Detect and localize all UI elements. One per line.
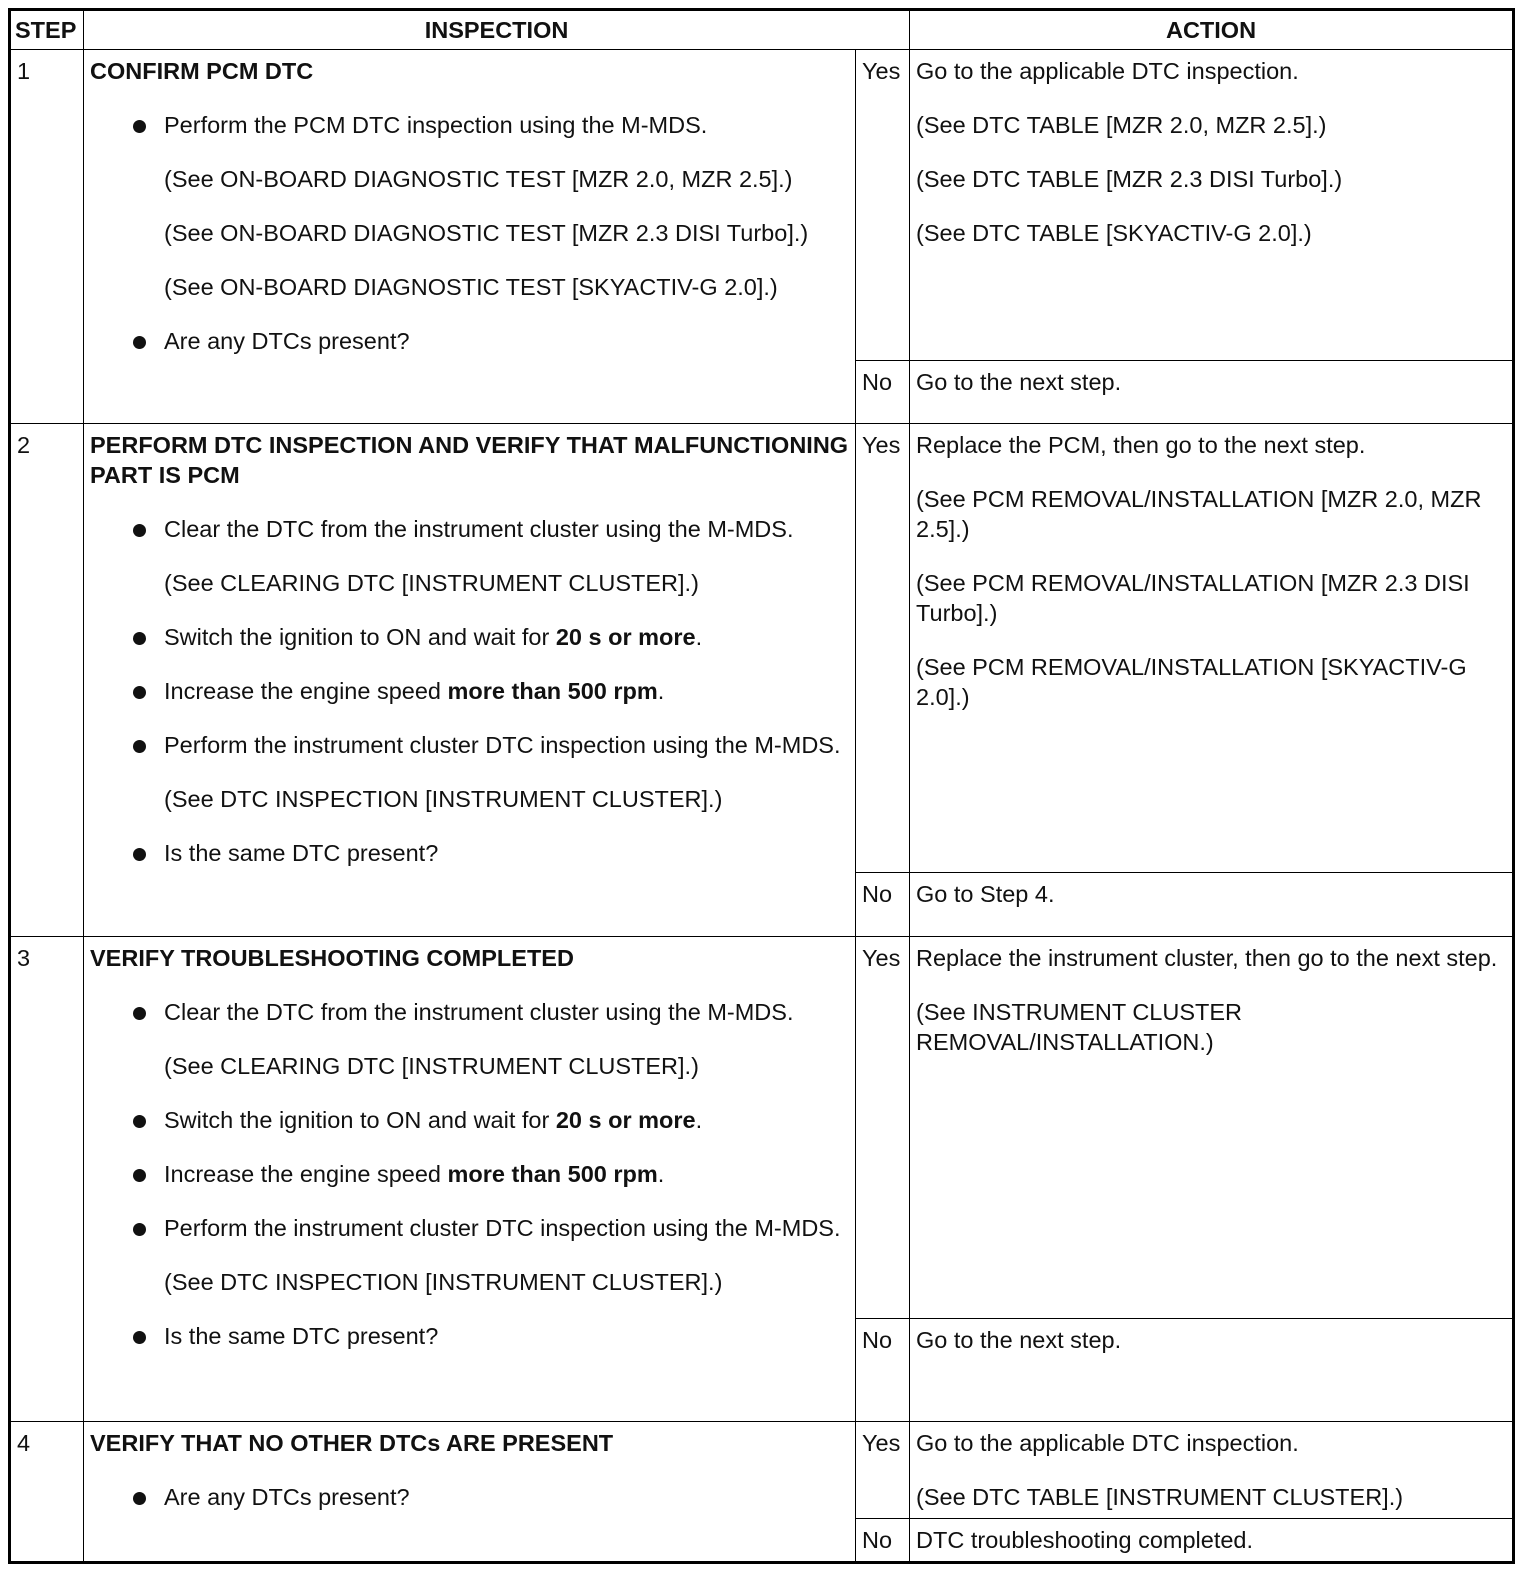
item-text-end: . (695, 1107, 703, 1133)
item-text-end: . (695, 624, 703, 650)
item-emphasis: more than 500 rpm (447, 1161, 658, 1187)
inspection-item (90, 838, 849, 868)
step-title: VERIFY TROUBLESHOOTING COMPLETED (90, 945, 574, 971)
bullet-icon (133, 524, 146, 537)
no-label: No (856, 361, 910, 424)
item-text: Is the same DTC present? (164, 1323, 439, 1349)
item-text: Increase the engine speed (164, 1161, 448, 1187)
yes-label: Yes (856, 937, 910, 1319)
header-action: ACTION (910, 10, 1514, 50)
no-label: No (856, 1319, 910, 1422)
no-action-cell (910, 361, 1514, 424)
bullet-icon (133, 1492, 146, 1505)
step-title: PERFORM DTC INSPECTION AND VERIFY THAT MALFUNCTIONING PART IS PCM (90, 432, 849, 488)
inspection-item (90, 1482, 849, 1512)
action-text: (See DTC TABLE [MZR 2.3 DISI Turbo].) (916, 166, 1343, 192)
inspection-item (90, 1321, 849, 1351)
bullet-icon (133, 1007, 146, 1020)
inspection-cell (84, 1422, 856, 1563)
bullet-icon (133, 120, 146, 133)
reference-text: (See ON-BOARD DIAGNOSTIC TEST [MZR 2.0, MZR 2.5].) (164, 166, 793, 192)
bullet-icon (133, 632, 146, 645)
action-text: (See PCM REMOVAL/INSTALLATION [MZR 2.3 DISI Turbo].) (916, 570, 1470, 626)
table-header-row (10, 10, 1514, 50)
no-label: No (856, 873, 910, 937)
bullet-icon (133, 686, 146, 699)
action-text: (See PCM REMOVAL/INSTALLATION [SKYACTIV-G 2.0].) (916, 654, 1467, 710)
item-text: Increase the engine speed (164, 678, 448, 704)
reference-text: (See ON-BOARD DIAGNOSTIC TEST [MZR 2.3 DISI Turbo].) (164, 220, 809, 246)
item-text: Is the same DTC present? (164, 840, 439, 866)
inspection-list (90, 1482, 849, 1512)
reference-text: (See ON-BOARD DIAGNOSTIC TEST [SKYACTIV-G 2.0].) (164, 274, 778, 300)
bullet-icon (133, 1169, 146, 1182)
inspection-item (90, 676, 849, 706)
item-text-end: . (657, 678, 665, 704)
action-text: (See PCM REMOVAL/INSTALLATION [MZR 2.0, MZR 2.5].) (916, 486, 1482, 542)
yes-action-cell (910, 424, 1514, 873)
inspection-item (90, 1159, 849, 1189)
bullet-icon (133, 336, 146, 349)
step-row-yes (10, 937, 1514, 1319)
inspection-item (90, 110, 849, 302)
item-text: Switch the ignition to ON and wait for (164, 1107, 556, 1133)
bullet-icon (133, 1331, 146, 1344)
item-emphasis: 20 s or more (555, 1107, 696, 1133)
bullet-icon (133, 848, 146, 861)
inspection-list (90, 514, 849, 868)
step-row-yes (10, 1422, 1514, 1519)
action-text: (See DTC TABLE [SKYACTIV-G 2.0].) (916, 220, 1312, 246)
no-action-cell (910, 873, 1514, 937)
step-number: 3 (10, 937, 84, 1422)
inspection-cell (84, 424, 856, 937)
action-text: (See DTC TABLE [MZR 2.0, MZR 2.5].) (916, 112, 1327, 138)
step-row-yes (10, 50, 1514, 361)
bullet-icon (133, 1115, 146, 1128)
yes-label: Yes (856, 1422, 910, 1519)
yes-label: Yes (856, 424, 910, 873)
item-emphasis: more than 500 rpm (447, 678, 658, 704)
item-text: Are any DTCs present? (164, 1484, 410, 1510)
yes-action-cell (910, 1422, 1514, 1519)
action-text: Replace the instrument cluster, then go to the next step. (916, 945, 1498, 971)
inspection-cell (84, 937, 856, 1422)
action-text: Go to the next step. (916, 369, 1122, 395)
reference-text: (See DTC INSPECTION [INSTRUMENT CLUSTER].) (164, 1269, 723, 1295)
item-text-end: . (657, 1161, 665, 1187)
inspection-item (90, 622, 849, 652)
item-text: Perform the instrument cluster DTC inspection using the M-MDS. (164, 1215, 841, 1241)
step-row-yes (10, 424, 1514, 873)
header-step: STEP (10, 10, 84, 50)
inspection-item (90, 514, 849, 598)
step-title: CONFIRM PCM DTC (90, 58, 314, 84)
bullet-icon (133, 740, 146, 753)
inspection-list (90, 997, 849, 1351)
step-title: VERIFY THAT NO OTHER DTCs ARE PRESENT (90, 1430, 614, 1456)
action-text: (See DTC TABLE [INSTRUMENT CLUSTER].) (916, 1484, 1404, 1510)
step-number: 1 (10, 50, 84, 424)
item-text: Are any DTCs present? (164, 328, 410, 354)
action-text: DTC troubleshooting completed. (916, 1527, 1254, 1553)
item-emphasis: 20 s or more (555, 624, 696, 650)
reference-text: (See CLEARING DTC [INSTRUMENT CLUSTER].) (164, 570, 699, 596)
step-number: 4 (10, 1422, 84, 1563)
bullet-icon (133, 1223, 146, 1236)
table-body (10, 50, 1514, 1563)
action-text: Replace the PCM, then go to the next step. (916, 432, 1366, 458)
yes-action-cell (910, 937, 1514, 1319)
no-label: No (856, 1519, 910, 1563)
inspection-item (90, 326, 849, 356)
inspection-item (90, 1213, 849, 1297)
header-inspection: INSPECTION (84, 10, 910, 50)
action-text: (See INSTRUMENT CLUSTER REMOVAL/INSTALLATION.) (916, 999, 1243, 1055)
no-action-cell (910, 1319, 1514, 1422)
no-action-cell (910, 1519, 1514, 1563)
yes-action-cell (910, 50, 1514, 361)
step-number: 2 (10, 424, 84, 937)
action-text: Go to Step 4. (916, 881, 1055, 907)
inspection-item (90, 1105, 849, 1135)
reference-text: (See DTC INSPECTION [INSTRUMENT CLUSTER].) (164, 786, 723, 812)
item-text: Switch the ignition to ON and wait for (164, 624, 556, 650)
inspection-item (90, 997, 849, 1081)
inspection-cell (84, 50, 856, 424)
action-text: Go to the applicable DTC inspection. (916, 58, 1299, 84)
inspection-list (90, 110, 849, 356)
inspection-item (90, 730, 849, 814)
item-text: Perform the instrument cluster DTC inspection using the M-MDS. (164, 732, 841, 758)
action-text: Go to the applicable DTC inspection. (916, 1430, 1299, 1456)
item-text: Clear the DTC from the instrument cluster using the M-MDS. (164, 516, 794, 542)
troubleshooting-table (8, 8, 1515, 1564)
action-text: Go to the next step. (916, 1327, 1122, 1353)
reference-text: (See CLEARING DTC [INSTRUMENT CLUSTER].) (164, 1053, 699, 1079)
item-text: Perform the PCM DTC inspection using the M-MDS. (164, 112, 708, 138)
item-text: Clear the DTC from the instrument cluster using the M-MDS. (164, 999, 794, 1025)
yes-label: Yes (856, 50, 910, 361)
